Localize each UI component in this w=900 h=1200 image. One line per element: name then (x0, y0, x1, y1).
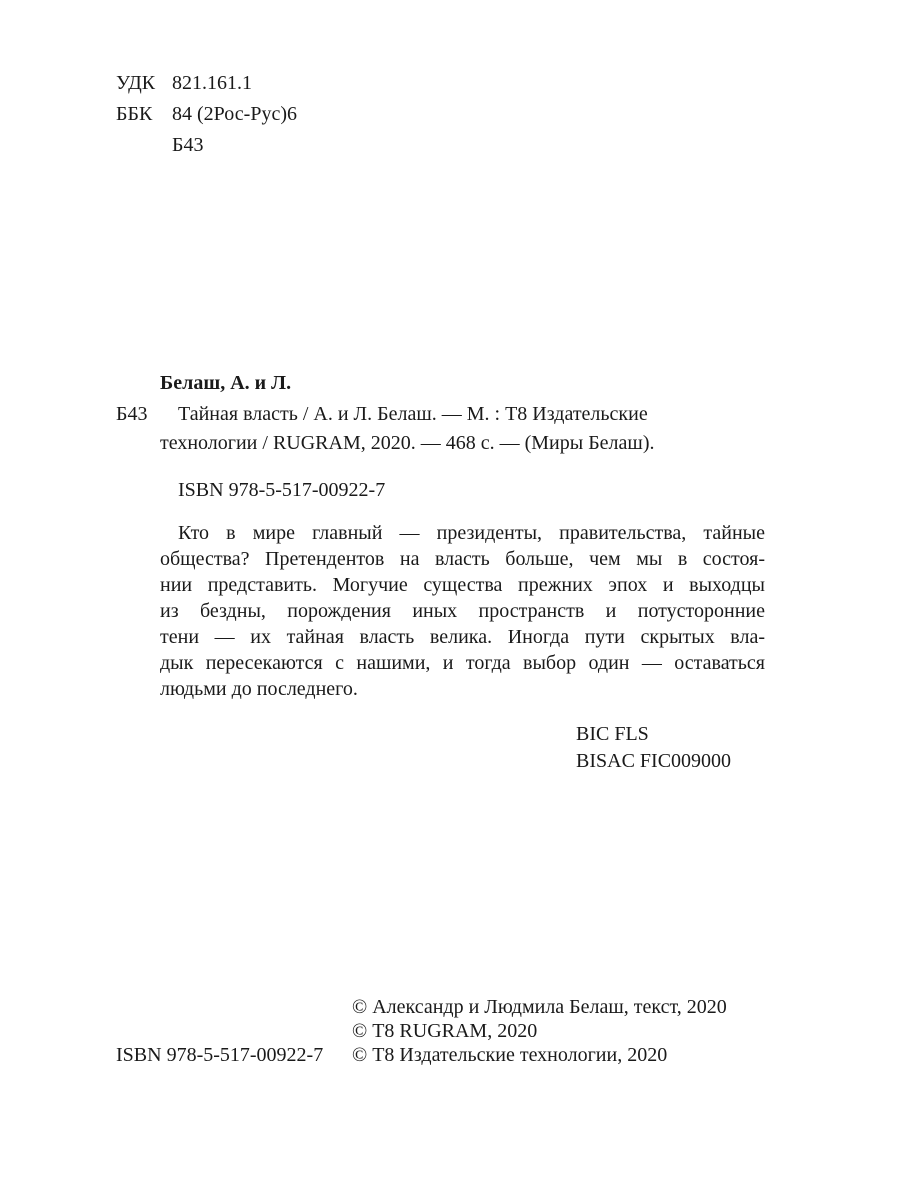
annotation-line: общества? Претендентов на власть больше, чем мы в состоя- (160, 548, 765, 570)
annotation-line: Кто в мире главный — президенты, правительства, тайные (178, 522, 765, 544)
bbk-label: ББК (116, 103, 153, 125)
bic-code: BIC FLS (576, 723, 649, 745)
annotation-line: тени — их тайная власть велика. Иногда пути скрытых вла- (160, 626, 765, 648)
bibliographic-description-line-1: Тайная власть / А. и Л. Белаш. — М. : Т8 Издательские (178, 403, 648, 425)
record-author-mark: Б43 (116, 403, 148, 425)
record-isbn: ISBN 978-5-517-00922-7 (178, 479, 386, 501)
annotation-line: нии представить. Могучие существа прежних эпох и выходцы (160, 574, 765, 596)
udk-label: УДК (116, 72, 156, 94)
author-heading: Белаш, А. и Л. (160, 372, 292, 394)
author-mark: Б43 (172, 134, 204, 156)
copyright-authors: © Александр и Людмила Белаш, текст, 2020 (352, 996, 727, 1018)
copyright-rugram: © Т8 RUGRAM, 2020 (352, 1020, 538, 1042)
udk-value: 821.161.1 (172, 72, 252, 94)
bibliographic-description-line-2: технологии / RUGRAM, 2020. — 468 с. — (Миры Белаш). (160, 432, 655, 454)
annotation (160, 520, 765, 702)
bisac-code: BISAC FIC009000 (576, 750, 732, 772)
copyright-publisher: © Т8 Издательские технологии, 2020 (352, 1044, 668, 1066)
annotation-line: из бездны, порождения иных пространств и потусторонние (160, 600, 765, 622)
annotation-line: дык пересекаются с нашими, и тогда выбор один — оставаться (160, 652, 765, 674)
bbk-value: 84 (2Рос-Рус)6 (172, 103, 297, 125)
footer-isbn: ISBN 978-5-517-00922-7 (116, 1044, 324, 1066)
annotation-line: людьми до последнего. (160, 678, 358, 700)
